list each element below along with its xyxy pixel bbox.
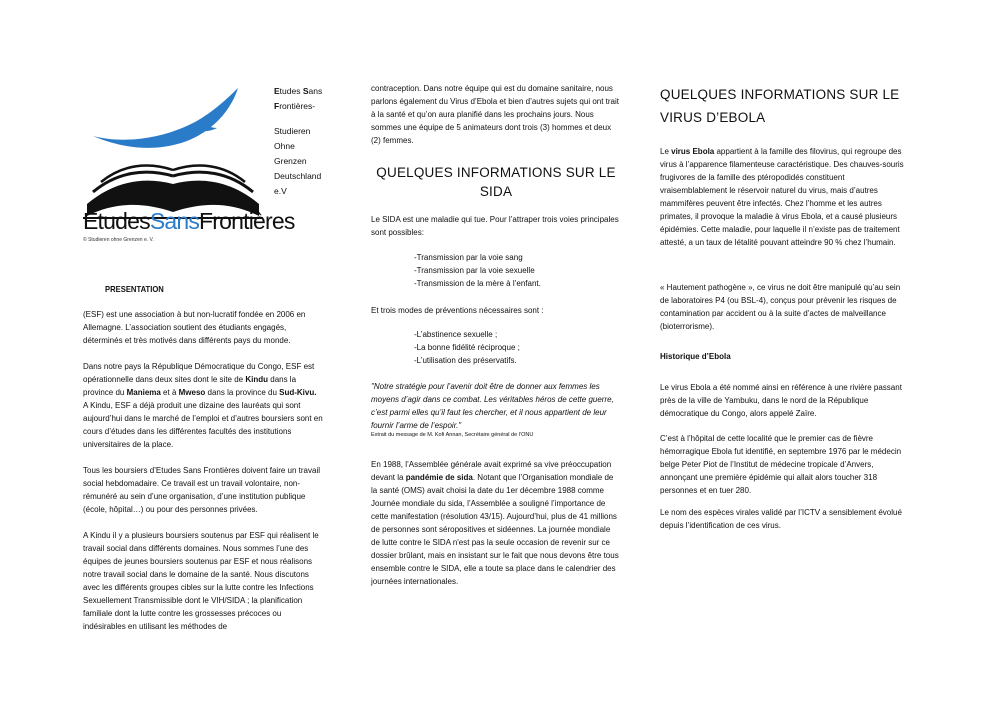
prevention-list xyxy=(414,328,614,367)
org-name-line-1: Etudes Sans xyxy=(274,86,323,96)
list-item: -Transmission de la mère à l’enfant. xyxy=(414,279,541,288)
presentation-paragraph-1: (ESF) est une association à but non-lucratif fondée en 2006 en Allemagne. L’association soutient des étudiants engagés, déterminés et très motivés dans différents pays du monde. xyxy=(83,310,306,345)
org-name-line-2: Frontières- xyxy=(274,101,316,111)
ebola-history-subheading: Historique d’Ebola xyxy=(660,352,731,361)
sida-heading-line-2: SIDA xyxy=(479,184,513,199)
ebola-paragraph-1: Le virus Ebola appartient à la famille des filovirus, qui regroupe des virus à l’apparence filamenteuse caractéristique. Des chauves-souris frugivores de la famille des ptéropodidés constituent vraisemblablement le réservoir naturel du virus, mais d’autres mammifères peuvent être infectés. Chez l’homme et les autres primates, il provoque la maladie à virus Ebola, et a causé plusieurs épidémies. Cette maladie, pour laquelle il n’existe pas de traitement attesté, a un taux de létalité pouvant atteindre 90 % chez l’humain. xyxy=(660,147,904,247)
logo-copyright: © Studieren ohne Grenzen e. V. xyxy=(83,237,154,243)
org-de-line: Deutschland xyxy=(274,171,322,181)
org-de-line: Studieren xyxy=(274,126,311,136)
org-de-line: Ohne xyxy=(274,141,295,151)
ebola-paragraph-5: Le nom des espèces virales validé par l’ICTV a sensiblement évolué depuis l’identification de ces virus. xyxy=(660,508,902,530)
prevention-intro: Et trois modes de préventions nécessaires sont : xyxy=(371,306,544,315)
sida-intro: Le SIDA est une maladie qui tue. Pour l’attraper trois voies principales sont possibles: xyxy=(371,215,619,237)
logo-wordmark: EtudesSansFrontières xyxy=(83,208,295,234)
sida-heading xyxy=(371,163,621,201)
list-item: -L’abstinence sexuelle ; xyxy=(414,330,498,339)
presentation-paragraph-2: Dans notre pays la République Démocratique du Congo, ESF est opérationnelle dans deux sites dont le site de Kindu dans la province du Maniema et à Mweso dans la province du Sud-Kivu. A Kindu, ESF a déjà produit une dizaine des lauréats qui sont aujourd’hui dans le marché de l’emploi et d’autres boursiers sont en cours d’études dans les différentes facultés des institutions universitaires de la place. xyxy=(83,362,323,449)
sida-heading-line-1: QUELQUES INFORMATIONS SUR LE xyxy=(376,165,616,180)
ebola-paragraph-3: Le virus Ebola a été nommé ainsi en référence à une rivière passant près de la ville de Yambuku, dans le nord de la République démocratique du Congo, alors appelé Zaïre. xyxy=(660,383,902,418)
list-item: -L’utilisation des préservatifs. xyxy=(414,356,517,365)
presentation-paragraph-3: Tous les boursiers d’Etudes Sans Frontières doivent faire un travail social hebdomadaire. Ce travail est un travail volontaire, non-rémunéré au sein d’une organisation, d’une institution publique (école, hôpital…) ou pour des personnes privées. xyxy=(83,466,321,514)
list-item: -La bonne fidélité réciproque ; xyxy=(414,343,520,352)
sida-history-paragraph: En 1988, l’Assemblée générale avait exprimé sa vive préoccupation devant la pandémie de sida. Notant que l’Organisation mondiale de la santé (OMS) avait choisi la date du 1er décembre 1988 comme Journée mondiale du sida, l’Assemblée a souligné l’importance de cette manifestation (résolution 43/15). Aujourd’hui, plus de 41 millions de personnes sont séropositives et sidéennes. La journée mondiale de lutte contre le SIDA n'est pas la seule occasion de revenir sur ce dossier brûlant, mais en insistant sur le fait que nous devons être tous ensemble contre le SIDA, elle a toute sa place dans le calendrier des journées internationales. xyxy=(371,460,619,586)
ebola-heading xyxy=(660,85,908,127)
ebola-paragraph-4: C’est à l’hôpital de cette localité que le premier cas de fièvre hémorragique Ebola fut identifié, en septembre 1976 par le médecin belge Peter Piot de l’Institut de médecine tropicale d’Anvers, annonçant une première épidémie qui allait alors toucher 318 personnes et en tuer 280. xyxy=(660,434,902,495)
org-de-line: e.V xyxy=(274,186,287,196)
org-de-line: Grenzen xyxy=(274,156,307,166)
annan-quote: "Notre stratégie pour l’avenir doit être de donner aux femmes les moyens d’agir dans ce combat. Les véritables héros de cette guerre, c’est parmi elles qu’il faut les chercher, et il nous appartient de leur fournir l’arme de l’espoir." xyxy=(371,382,614,430)
col2-continuation-paragraph: contraception. Dans notre équipe qui est du domaine sanitaire, nous parlons également du Virus d’Ebola et bien d’autres sujets qui ont trait à la santé et qu’on aura planifié dans les prochains jours. Nous sommes une équipe de 5 animateurs dont trois (3) hommes et deux (2) femmes. xyxy=(371,84,620,145)
ebola-heading-line-2: VIRUS D’EBOLA xyxy=(660,110,766,125)
ebola-heading-line-1: QUELQUES INFORMATIONS SUR LE xyxy=(660,87,900,102)
transmission-list xyxy=(414,251,614,290)
list-item: -Transmission par la voie sang xyxy=(414,253,523,262)
presentation-heading: PRESENTATION xyxy=(105,284,164,294)
presentation-paragraph-4: A Kindu il y a plusieurs boursiers soutenus par ESF qui réalisent le travail social dans différents domaines. Nous sommes l’une des équipes de jeunes boursiers soutenus par ESF et nous réalisons notre travail social dans le domaine de la santé. Nous discutons avec les différents groupes cibles sur la lutte contre les Infections Sexuellement Transmissible dont le VIH/SIDA ; la planification familiale dont la lutte contre les grossesses précoces ou indésirables en utilisant les méthodes de xyxy=(83,531,319,631)
quote-source: Extrait du message de M. Kofi Annan, Secrétaire général de l’ONU xyxy=(371,432,534,438)
ebola-paragraph-2: « Hautement pathogène », ce virus ne doit être manipulé qu’au sein de laboratoires P4 (ou BSL-4), conçus pour prévenir les risques de contamination par accident ou à la suite d’actes de malveillance (bioterrorisme). xyxy=(660,283,901,331)
list-item: -Transmission par la voie sexuelle xyxy=(414,266,535,275)
org-name-block xyxy=(274,84,354,199)
